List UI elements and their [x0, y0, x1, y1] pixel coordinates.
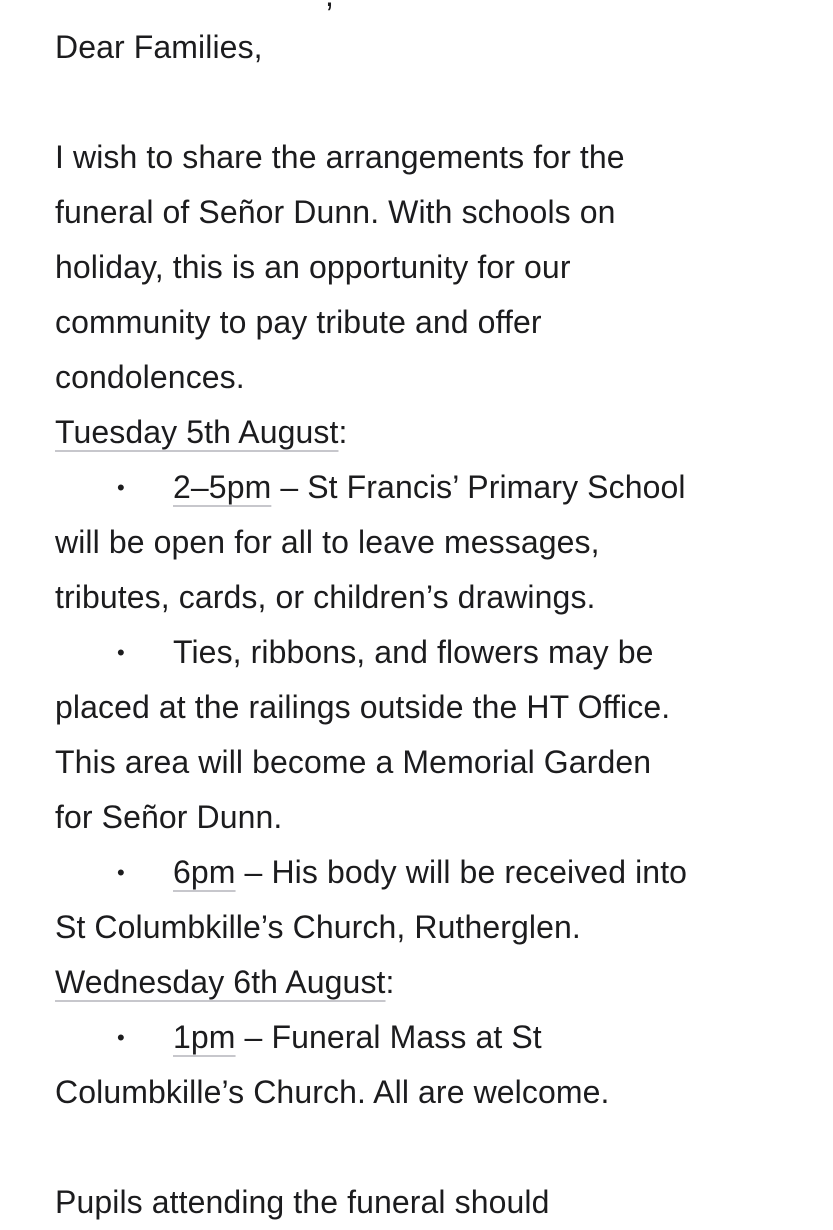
- bullet-3-text: [173, 845, 687, 900]
- bullet-3-rest: – His body will be received into: [235, 854, 688, 890]
- day1-colon: :: [338, 414, 348, 450]
- day1-heading: [55, 405, 347, 460]
- header-partial-text: [325, 0, 334, 23]
- bullet-4-rest: – Funeral Mass at St: [235, 1019, 542, 1055]
- bullet-4-text: [173, 1010, 542, 1065]
- bullet-1-text: [173, 460, 686, 515]
- bullet-item-2: [0, 625, 833, 680]
- time-link-1pm[interactable]: 1pm: [173, 1019, 236, 1055]
- bullet-2-cont-2: This area will become a Memorial Garden: [55, 744, 652, 780]
- bullet-2-text: Ties, ribbons, and flowers may be: [173, 634, 654, 670]
- bullet-1-rest: – St Francis’ Primary School: [271, 469, 686, 505]
- day1-date-link[interactable]: Tuesday 5th August: [55, 414, 339, 450]
- time-link-2-5pm[interactable]: 2–5pm: [173, 469, 272, 505]
- intro-line-2: funeral of Señor Dunn. With schools on: [55, 194, 616, 230]
- greeting: Dear Families,: [55, 29, 263, 65]
- bullet-3-cont-1: St Columbkille’s Church, Rutherglen.: [55, 909, 581, 945]
- footer-partial-line: Pupils attending the funeral should: [55, 1184, 550, 1220]
- bullet-1-cont-1: will be open for all to leave messages,: [55, 524, 600, 560]
- day2-colon: :: [385, 964, 395, 1000]
- intro-line-3: holiday, this is an opportunity for our: [55, 249, 571, 285]
- bullet-item-4: [0, 1010, 833, 1065]
- bullet-4-cont-1: Columbkille’s Church. All are welcome.: [55, 1074, 610, 1110]
- bullet-symbol: •: [117, 860, 125, 885]
- bullet-2-cont-3: for Señor Dunn.: [55, 799, 283, 835]
- bullet-symbol: •: [117, 640, 125, 665]
- intro-line-1: I wish to share the arrangements for the: [55, 139, 625, 175]
- bullet-symbol: •: [117, 475, 125, 500]
- intro-line-5: condolences.: [55, 359, 245, 395]
- day2-heading: [55, 955, 395, 1010]
- intro-line-4: community to pay tribute and offer: [55, 304, 542, 340]
- bullet-symbol: •: [117, 1025, 125, 1050]
- bullet-item-1: [0, 460, 833, 515]
- time-link-6pm[interactable]: 6pm: [173, 854, 236, 890]
- bullet-1-cont-2: tributes, cards, or children’s drawings.: [55, 579, 596, 615]
- bullet-2-cont-1: placed at the railings outside the HT Office.: [55, 689, 671, 725]
- bullet-item-3: [0, 845, 833, 900]
- day2-date-link[interactable]: Wednesday 6th August: [55, 964, 386, 1000]
